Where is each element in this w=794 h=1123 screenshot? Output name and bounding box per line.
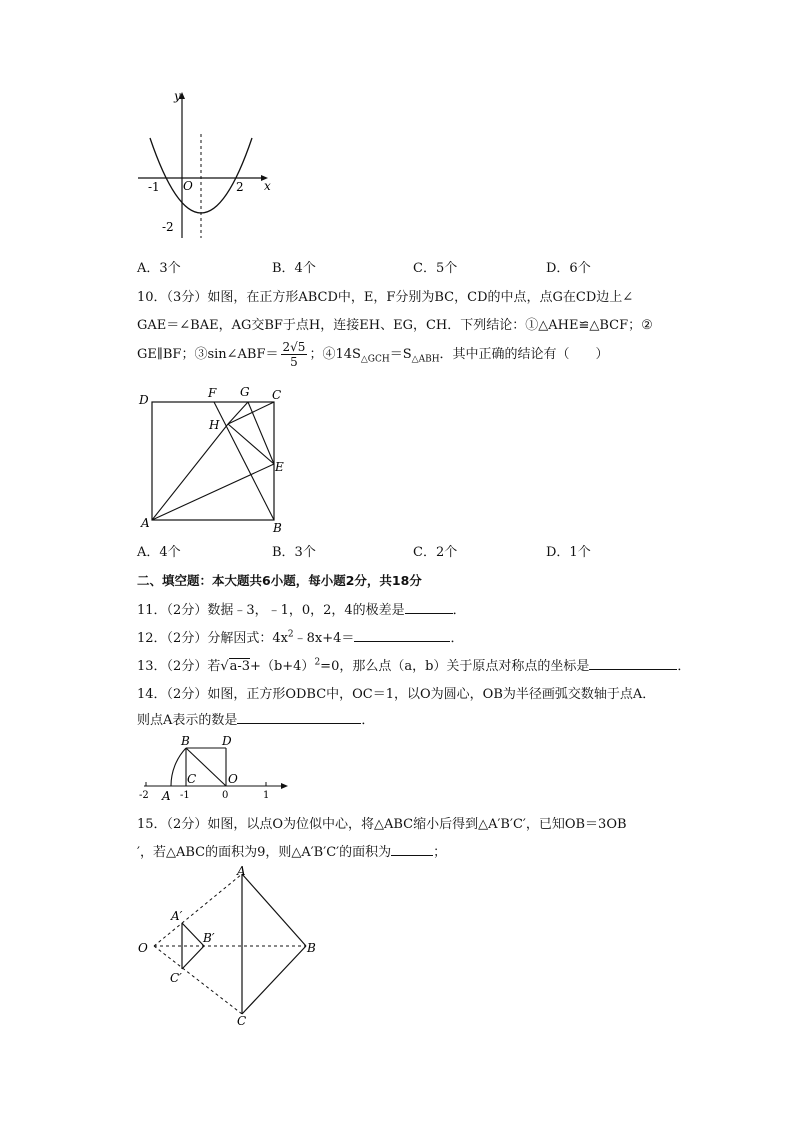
label-A: A bbox=[162, 789, 171, 802]
q10-line1: 10．（3分）如图，在正方形ABCD中，E，F分别为BC，CD的中点，点G在CD边上∠ bbox=[137, 290, 634, 305]
label-O: O bbox=[228, 772, 238, 786]
x-axis-label: x bbox=[264, 179, 271, 193]
y-axis-label: y bbox=[174, 89, 181, 103]
number-line-figure bbox=[136, 730, 296, 802]
q15-line1: 15．（2分）如图，以点O为位似中心，将△ABC缩小后得到△A′B′C′，已知OB＝3OB bbox=[137, 817, 627, 832]
q9-option-a[interactable]: A．3个 bbox=[137, 261, 181, 276]
q11-text: 11．（2分）数据﹣3，﹣1，0，2，4的极差是 bbox=[137, 603, 405, 618]
label-G: G bbox=[240, 385, 250, 399]
origin-label: O bbox=[183, 179, 193, 193]
tick-neg1: -1 bbox=[180, 790, 190, 801]
q14-line2 bbox=[137, 709, 374, 728]
q11-answer-blank[interactable] bbox=[405, 601, 453, 614]
tick-2: 2 bbox=[236, 180, 244, 194]
q10-option-a[interactable]: A．4个 bbox=[137, 545, 181, 560]
q13-exponent: 2 bbox=[314, 657, 321, 668]
q14-text: 则点A表示的数是 bbox=[137, 713, 238, 728]
q12-rest: ﹣8x+4＝ bbox=[293, 631, 355, 646]
q12-answer-blank[interactable] bbox=[354, 629, 450, 642]
label-O: O bbox=[138, 941, 148, 955]
q15-end: ； bbox=[433, 845, 447, 860]
q13-radicand: a-3 bbox=[229, 659, 251, 674]
label-D: D bbox=[222, 734, 232, 748]
q10-option-c[interactable]: C．2个 bbox=[413, 545, 458, 560]
q10-line3-part-b: ；④14S bbox=[309, 347, 361, 362]
q9-option-b[interactable]: B．4个 bbox=[272, 261, 316, 276]
tick-neg2: -2 bbox=[162, 220, 174, 234]
q10-line3-part-d: ．其中正确的结论有（ ） bbox=[439, 347, 609, 362]
q12-exponent: 2 bbox=[287, 629, 294, 640]
q10-line3-part-a: GE∥BF；③sin∠ABF＝ bbox=[137, 347, 279, 362]
subscript-gch: △GCH bbox=[360, 354, 390, 365]
q15-answer-blank[interactable] bbox=[391, 843, 433, 856]
label-B-prime: B′ bbox=[203, 931, 215, 945]
label-C: C bbox=[272, 388, 282, 402]
fraction bbox=[281, 340, 308, 369]
label-H: H bbox=[209, 418, 220, 432]
q13 bbox=[137, 655, 690, 674]
q11 bbox=[137, 599, 466, 618]
label-C: C bbox=[237, 1014, 247, 1026]
q12 bbox=[137, 627, 463, 646]
tick-1: 1 bbox=[263, 790, 270, 801]
subscript-abh: △ABH bbox=[411, 354, 440, 365]
q10-option-d[interactable]: D．1个 bbox=[546, 545, 591, 560]
label-C-prime: C′ bbox=[170, 971, 182, 985]
q10-line3 bbox=[137, 340, 609, 369]
label-B: B bbox=[273, 521, 282, 535]
q10-line2: GAE＝∠BAE，AG交BF于点H，连接EH、EG，CH．下列结论：①△AHE≌△BCF；② bbox=[137, 318, 653, 333]
q13-end: ． bbox=[677, 659, 691, 674]
label-A: A bbox=[141, 516, 150, 530]
square-abcd-figure bbox=[136, 384, 296, 536]
label-B: B bbox=[181, 734, 190, 748]
tick-neg2: -2 bbox=[139, 790, 149, 801]
label-D: D bbox=[139, 393, 149, 407]
tick-0: 0 bbox=[222, 790, 229, 801]
q12-end: ． bbox=[450, 631, 464, 646]
q14-line1: 14．（2分）如图，正方形ODBC中，OC＝1，以O为圆心，OB为半径画弧交数轴于点A． bbox=[137, 687, 656, 702]
q15-line2 bbox=[137, 841, 446, 860]
label-B: B bbox=[307, 941, 316, 955]
sqrt-sign: √ bbox=[220, 659, 229, 674]
q13-rest: =0，那么点（a，b）关于原点对称点的坐标是 bbox=[320, 659, 590, 674]
label-A: A bbox=[237, 864, 246, 878]
q12-text: 12．（2分）分解因式：4x bbox=[137, 631, 288, 646]
q14-end: ． bbox=[361, 713, 375, 728]
label-F: F bbox=[208, 386, 217, 400]
parabola-figure bbox=[130, 88, 280, 248]
q15-text: ′，若△ABC的面积为9，则△A′B′C′的面积为 bbox=[137, 845, 392, 860]
fraction-numerator: 2√5 bbox=[282, 340, 306, 354]
q13-pre: 13．（2分）若 bbox=[137, 659, 221, 674]
q11-end: ． bbox=[452, 603, 466, 618]
q10-line3-part-c: ＝S bbox=[389, 347, 412, 362]
label-E: E bbox=[275, 460, 284, 474]
q13-mid: +（b+4） bbox=[250, 659, 315, 674]
label-A-prime: A′ bbox=[171, 909, 183, 923]
q13-answer-blank[interactable] bbox=[589, 657, 677, 670]
tick-neg1: -1 bbox=[148, 180, 160, 194]
label-C: C bbox=[187, 772, 197, 786]
section-heading: 二、填空题：本大题共6小题，每小题2分，共18分 bbox=[137, 573, 422, 588]
q9-option-c[interactable]: C．5个 bbox=[413, 261, 458, 276]
q9-option-d[interactable]: D．6个 bbox=[546, 261, 591, 276]
q10-option-b[interactable]: B．3个 bbox=[272, 545, 316, 560]
homothety-figure bbox=[130, 862, 330, 1026]
fraction-denominator: 5 bbox=[290, 355, 298, 369]
q14-answer-blank[interactable] bbox=[237, 711, 361, 724]
